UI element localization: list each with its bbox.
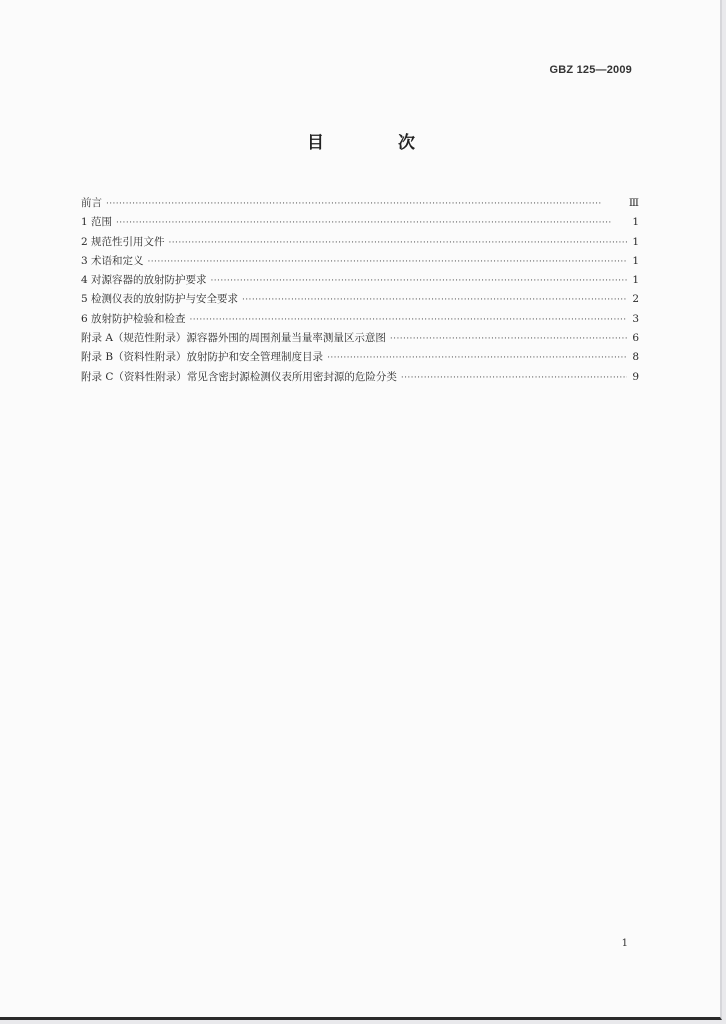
toc-entry-page: 2 [632,293,639,306]
toc-entry-annex-b[interactable] [81,348,639,367]
toc-entry-page: 1 [632,274,639,287]
toc-entry-label: 附录 C（资料性附录）常见含密封源检测仪表所用密封源的危险分类 [81,370,397,383]
toc-entry-source-container-requirements[interactable] [81,271,639,290]
dot-leader [242,291,627,310]
toc-entry-label: 3 术语和定义 [81,254,144,267]
dot-leader [148,253,627,272]
toc-entry-label: 5 检测仪表的放射防护与安全要求 [81,293,239,306]
toc-entry-annex-c[interactable] [81,368,639,387]
toc-entry-page: 1 [632,216,639,229]
toc-entry-inspection[interactable] [81,310,639,329]
dot-leader [327,349,627,368]
dot-leader [116,214,627,233]
dot-leader [190,311,627,330]
toc-entry-label: 2 规范性引用文件 [81,235,165,248]
toc-entry-page: 1 [632,254,639,267]
dot-leader [211,272,627,291]
toc-entry-page: 6 [632,332,639,345]
toc-entry-label: 6 放射防护检验和检查 [81,312,186,325]
dot-leader [390,330,627,349]
toc-entry-page: Ⅲ [628,197,639,209]
toc-entry-page: 9 [632,370,639,383]
dot-leader [401,369,627,388]
table-of-contents [81,194,639,387]
toc-entry-label: 附录 B（资料性附录）放射防护和安全管理制度目录 [81,351,324,364]
toc-entry-label: 1 范围 [81,216,113,229]
toc-entry-label: 附录 A（规范性附录）源容器外围的周围剂量当量率测量区示意图 [81,332,386,345]
toc-entry-gauge-requirements[interactable] [81,290,639,309]
toc-entry-foreword[interactable] [81,194,639,213]
dot-leader [106,195,625,214]
dot-leader [169,234,627,253]
toc-entry-terms-definitions[interactable] [81,252,639,271]
toc-entry-annex-a[interactable] [81,329,639,348]
page-number: 1 [621,938,628,949]
toc-entry-page: 8 [632,351,639,364]
toc-entry-page: 3 [632,312,639,325]
toc-entry-page: 1 [632,235,639,248]
document-code: GBZ 125—2009 [549,64,632,76]
toc-entry-label: 4 对源容器的放射防护要求 [81,274,207,287]
toc-entry-scope[interactable] [81,213,639,232]
toc-entry-label: 前言 [81,197,102,209]
toc-title: 目 次 [307,133,449,153]
toc-entry-normative-references[interactable] [81,233,639,252]
